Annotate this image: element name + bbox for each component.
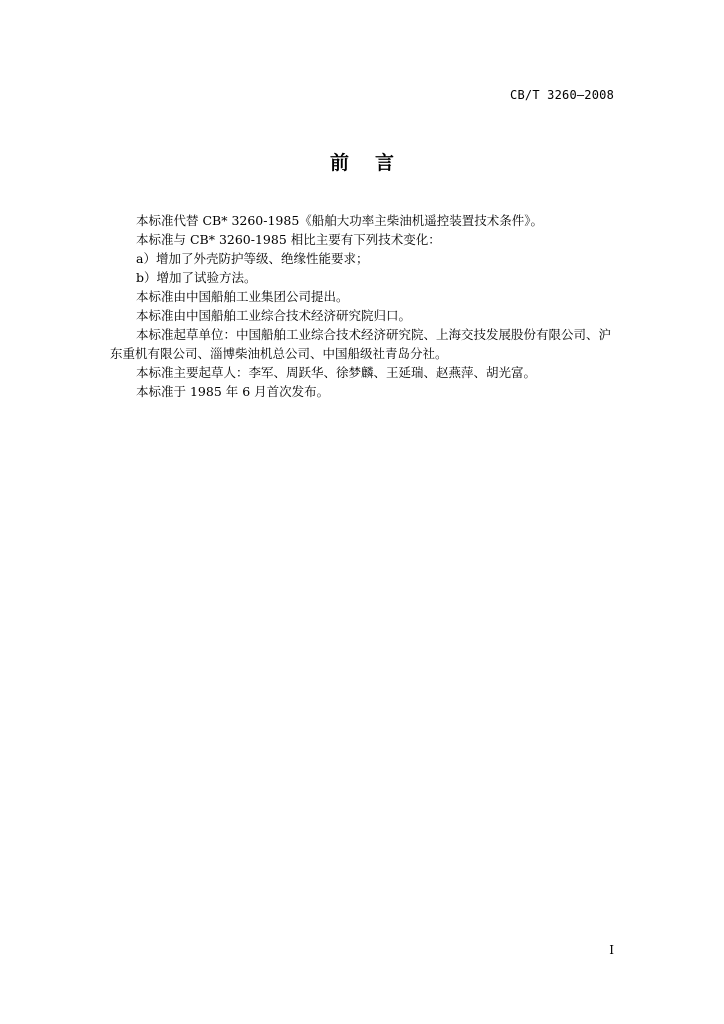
foreword-body: [110, 211, 616, 401]
paragraph-changes-intro: 本标准与 CB* 3260-1985 相比主要有下列技术变化：: [136, 232, 441, 247]
page-title: [0, 148, 724, 175]
title-char-1: 前: [329, 152, 349, 174]
paragraph-proposer: 本标准由中国船舶工业集团公司提出。: [136, 289, 349, 304]
paragraph-drafting-units-line1: 本标准起草单位：中国船舶工业综合技术经济研究院、上海交技发展股份有限公司、沪: [136, 327, 612, 342]
paragraph-drafting-units-line2: 东重机有限公司、淄博柴油机总公司、中国船级社青岛分社。: [110, 346, 448, 361]
standard-code: CB/T 3260—2008: [510, 88, 614, 102]
paragraph-first-release: 本标准于 1985 年 6 月首次发布。: [136, 384, 330, 399]
paragraph-centralized: 本标准由中国船舶工业综合技术经济研究院归口。: [136, 308, 412, 323]
list-item-a: a）增加了外壳防护等级、绝缘性能要求；: [136, 251, 369, 266]
paragraph-drafters: 本标准主要起草人：李军、周跃华、徐梦麟、王延瑞、赵燕萍、胡光富。: [136, 365, 537, 380]
page-number: I: [609, 943, 614, 957]
list-item-b: b）增加了试验方法。: [136, 270, 257, 285]
paragraph-replaces: 本标准代替 CB* 3260-1985《船舶大功率主柴油机遥控装置技术条件》。: [136, 213, 544, 228]
title-char-2: 言: [375, 152, 395, 174]
